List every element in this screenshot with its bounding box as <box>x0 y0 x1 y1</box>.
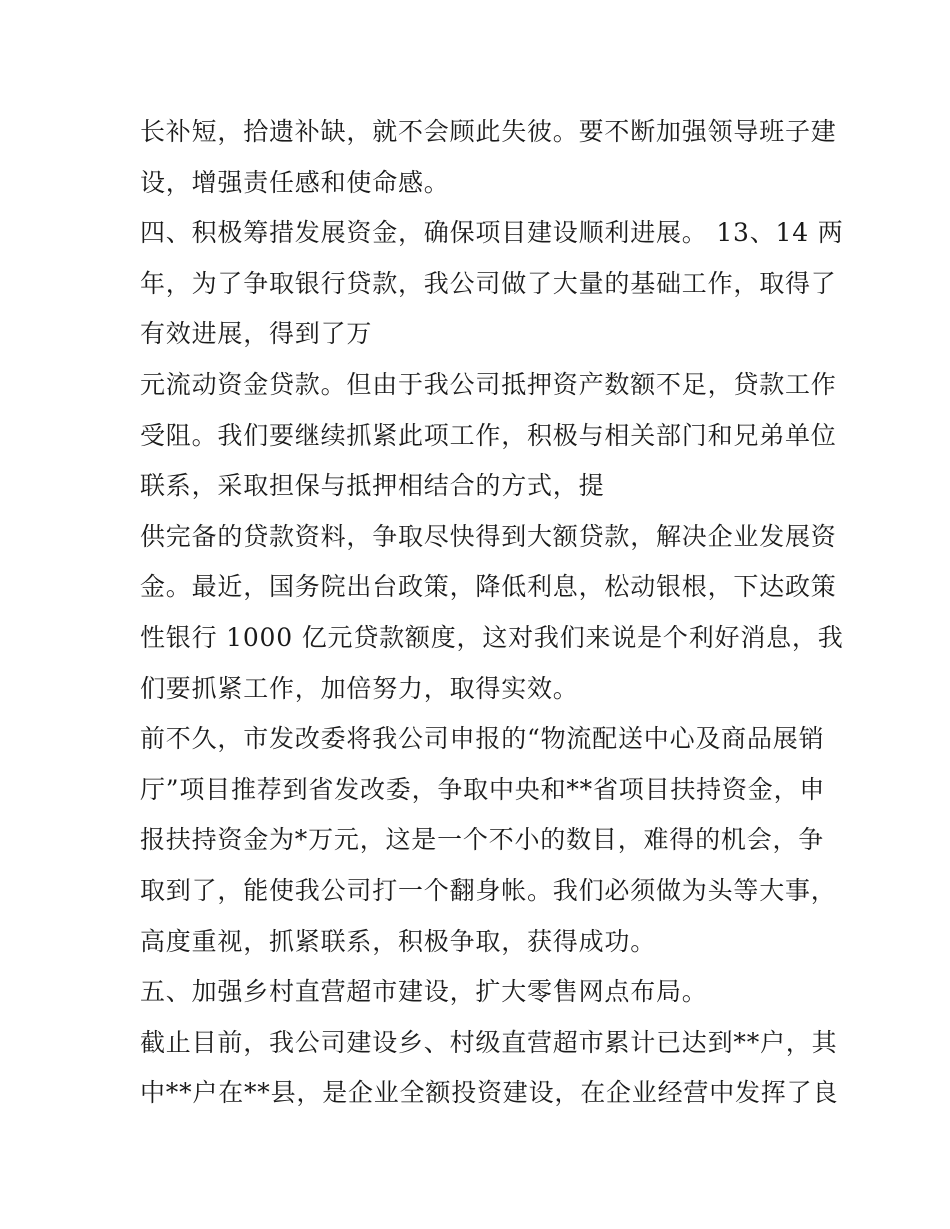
text-line: 受阻。我们要继续抓紧此项工作，积极与相关部门和兄弟单位 <box>140 420 837 450</box>
document-body <box>140 107 844 1119</box>
text-line: 中**户在**县，是企业全额投资建设，在企业经营中发挥了良 <box>140 1078 839 1108</box>
text-line: 截止目前，我公司建设乡、村级直营超市累计已达到**户，其 <box>140 1027 838 1057</box>
text-line: 高度重视，抓紧联系，积极争取，获得成功。 <box>140 926 657 956</box>
text-line: 联系，采取担保与抵押相结合的方式，提 <box>140 471 605 501</box>
text-line: 厅”项目推荐到省发改委，争取中央和**省项目扶持资金，申 <box>140 774 826 804</box>
text-line: 报扶持资金为*万元，这是一个不小的数目，难得的机会，争 <box>140 825 825 855</box>
text-line: 性银行 1000 亿元贷款额度，这对我们来说是个利好消息，我 <box>140 622 844 652</box>
section-heading-5: 五、加强乡村直营超市建设，扩大零售网点布局。 <box>140 977 708 1007</box>
section-heading-4: 四、积极筹措发展资金，确保项目建设顺利进展。 13、14 两 <box>140 218 844 248</box>
text-line: 设，增强责任感和使命感。 <box>140 167 450 197</box>
text-line: 有效进展，得到了万 <box>140 319 373 349</box>
text-line: 元流动资金贷款。但由于我公司抵押资产数额不足，贷款工作 <box>140 369 837 399</box>
text-line: 年，为了争取银行贷款，我公司做了大量的基础工作，取得了 <box>140 268 837 298</box>
text-line: 们要抓紧工作，加倍努力，取得实效。 <box>140 673 579 703</box>
text-line: 金。最近，国务院出台政策，降低利息，松动银根，下达政策 <box>140 572 837 602</box>
text-line: 长补短，拾遗补缺，就不会顾此失彼。要不断加强领导班子建 <box>140 117 837 146</box>
text-line: 供完备的贷款资料，争取尽快得到大额贷款，解决企业发展资 <box>140 521 837 551</box>
text-line: 前不久，市发改委将我公司申报的“物流配送中心及商品展销 <box>140 724 825 754</box>
text-line: 取到了，能使我公司打一个翻身帐。我们必须做为头等大事， <box>140 875 837 905</box>
